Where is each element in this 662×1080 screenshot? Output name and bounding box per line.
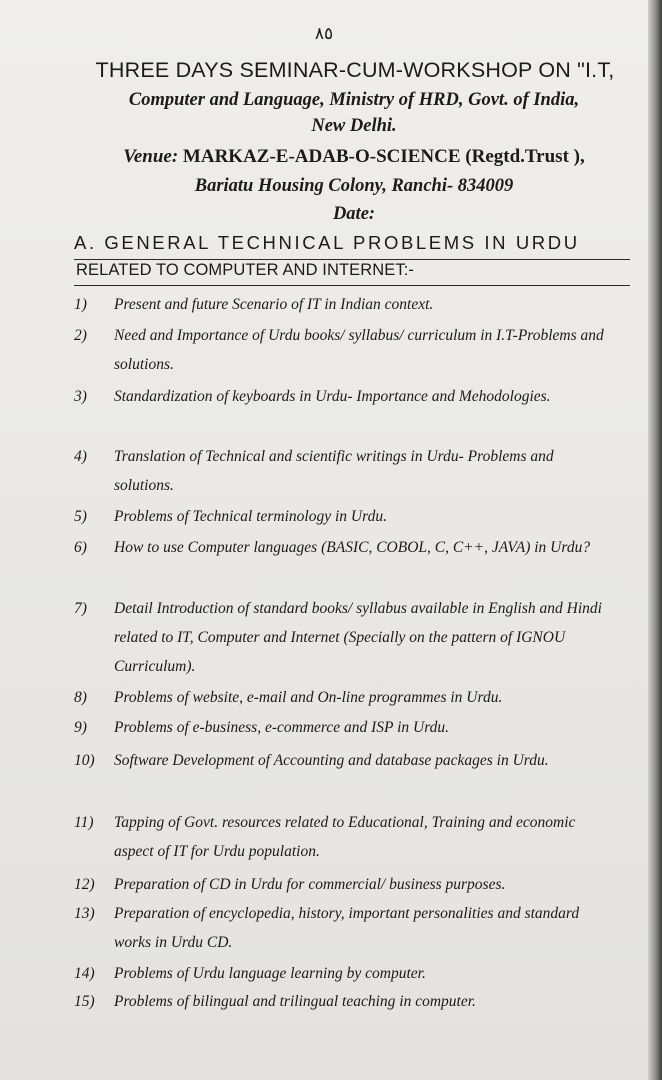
subtitle-line-2: New Delhi. [311,116,397,136]
page-edge-shadow [648,0,662,1080]
item-text: Problems of e-business, e-commerce and ISP in Urdu. [114,719,450,736]
section-heading: A. GENERAL TECHNICAL PROBLEMS IN URDU [74,232,580,253]
item-number: 13) [74,905,95,922]
seminar-title: THREE DAYS SEMINAR-CUM-WORKSHOP ON "I.T, [95,58,615,82]
item-text: Present and future Scenario of IT in Indian context. [114,296,434,313]
page-number: ٨٥ [314,24,334,43]
section-subheading: RELATED TO COMPUTER AND INTERNET:- [76,261,415,279]
item-text: Problems of Technical terminology in Urdu. [114,508,387,525]
item-number: 4) [74,448,87,465]
item-text: Detail Introduction of standard books/ syllabus available in English and Hindi related to IT, Computer and Internet (Specially on the pattern of IGNOU Curriculum). [114,600,602,675]
item-number: 1) [74,296,87,313]
venue-label: Venue: [123,146,179,167]
item-number: 10) [74,752,95,769]
item-text: Standardization of keyboards in Urdu- Importance and Mehodologies. [114,388,551,405]
item-text: Problems of website, e-mail and On-line programmes in Urdu. [114,689,503,706]
item-text: Problems of bilingual and trilingual teaching in computer. [114,993,476,1010]
item-number: 7) [74,600,87,617]
item-text: Preparation of CD in Urdu for commercial/ business purposes. [114,876,506,893]
item-text: Translation of Technical and scientific writings in Urdu- Problems and solutions. [114,448,554,494]
subtitle-line-1: Computer and Language, Ministry of HRD, Govt. of India, [128,90,580,110]
item-text: Problems of Urdu language learning by computer. [114,965,426,982]
item-number: 15) [74,993,95,1010]
item-text: Software Development of Accounting and database packages in Urdu. [114,752,549,769]
item-number: 6) [74,539,87,556]
item-text: Preparation of encyclopedia, history, important personalities and standard works in Urdu CD. [114,905,580,951]
item-number: 14) [74,965,95,982]
item-number: 11) [74,814,94,831]
item-number: 12) [74,876,95,893]
venue-line [60,146,648,168]
date-label: Date: [332,204,376,224]
item-text: Need and Importance of Urdu books/ syllabus/ curriculum in I.T-Problems and solutions. [114,327,604,373]
item-number: 8) [74,689,87,706]
item-text: Tapping of Govt. resources related to Educational, Training and economic aspect of IT for Urdu population. [114,814,576,860]
venue-address: Bariatu Housing Colony, Ranchi- 834009 [194,176,514,196]
item-number: 5) [74,508,87,525]
item-number: 3) [74,388,87,405]
item-number: 9) [74,719,87,736]
item-number: 2) [74,327,87,344]
venue-name: MARKAZ-E-ADAB-O-SCIENCE (Regtd.Trust ), [182,146,585,167]
heading-rule-1 [74,259,630,260]
heading-rule-2 [74,285,630,286]
item-text: How to use Computer languages (BASIC, COBOL, C, C++, JAVA) in Urdu? [114,539,591,556]
